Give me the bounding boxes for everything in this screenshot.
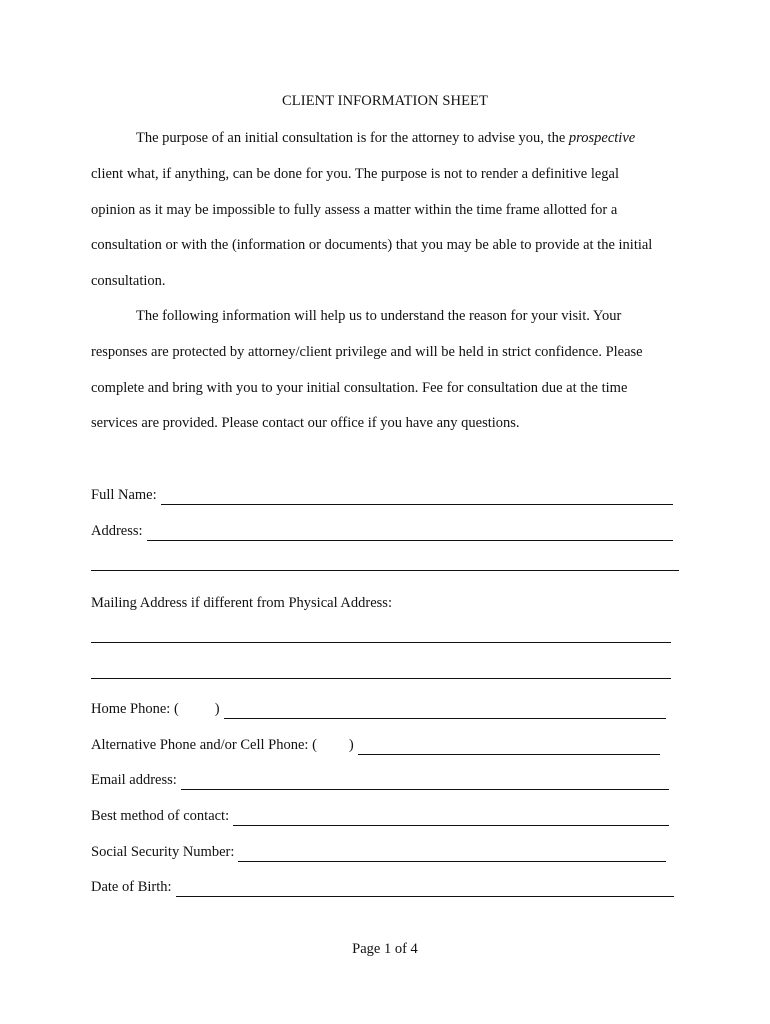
home-phone-input-line[interactable] (224, 703, 666, 719)
paragraph-2-line-1: The following information will help us to understand the reason for your visit. Your (136, 308, 622, 324)
paragraph-1-line-5: consultation. (91, 273, 166, 289)
paragraph-2-line-2: responses are protected by attorney/client privilege and will be held in strict confidence. Please (91, 344, 643, 360)
best-contact-label: Best method of contact: (91, 808, 230, 824)
address-field[interactable] (91, 521, 673, 541)
paragraph-2-line-3: complete and bring with you to your initial consultation. Fee for consultation due at the time (91, 380, 628, 396)
document-title: CLIENT INFORMATION SHEET (282, 93, 488, 109)
address-second-line[interactable] (91, 570, 679, 571)
email-input-line[interactable] (181, 774, 669, 790)
email-field[interactable] (91, 770, 669, 790)
paragraph-2-line-4: services are provided. Please contact our office if you have any questions. (91, 415, 520, 431)
date-of-birth-field[interactable] (91, 877, 674, 897)
paragraph-1-line-3: opinion as it may be impossible to fully assess a matter within the time frame allotted for a (91, 202, 618, 218)
alternative-phone-input-line[interactable] (358, 739, 660, 755)
best-contact-input-line[interactable] (233, 810, 669, 826)
paragraph-1-line-4: consultation or with the (information or documents) that you may be able to provide at the initial (91, 237, 653, 253)
home-phone-label: Home Phone: ( (91, 701, 179, 717)
alternative-phone-label: Alternative Phone and/or Cell Phone: ( (91, 737, 317, 753)
full-name-label: Full Name: (91, 487, 157, 503)
full-name-input-line[interactable] (161, 489, 673, 505)
mailing-address-line-1[interactable] (91, 642, 671, 643)
best-contact-field[interactable] (91, 806, 669, 826)
date-of-birth-input-line[interactable] (176, 881, 674, 897)
ssn-field[interactable] (91, 842, 666, 862)
full-name-field[interactable] (91, 485, 673, 505)
alternative-phone-close-paren: ) (348, 737, 354, 753)
mailing-address-label: Mailing Address if different from Physical Address: (91, 595, 392, 611)
page-number: Page 1 of 4 (352, 941, 418, 957)
ssn-label: Social Security Number: (91, 844, 235, 860)
address-label: Address: (91, 523, 143, 539)
address-input-line[interactable] (147, 525, 673, 541)
date-of-birth-label: Date of Birth: (91, 879, 172, 895)
ssn-input-line[interactable] (238, 846, 666, 862)
alternative-phone-field[interactable] (91, 735, 660, 755)
mailing-address-line-2[interactable] (91, 678, 671, 679)
paragraph-1-italic-word: prospective (568, 130, 636, 146)
paragraph-1-line-2: client what, if anything, can be done for you. The purpose is not to render a definitive legal (91, 166, 620, 182)
paragraph-1-line-1-text: The purpose of an initial consultation is for the attorney to advise you, the (136, 130, 569, 146)
home-phone-field[interactable] (91, 699, 666, 719)
home-phone-close-paren: ) (214, 701, 220, 717)
email-label: Email address: (91, 772, 177, 788)
paragraph-1-line-1 (136, 128, 635, 148)
